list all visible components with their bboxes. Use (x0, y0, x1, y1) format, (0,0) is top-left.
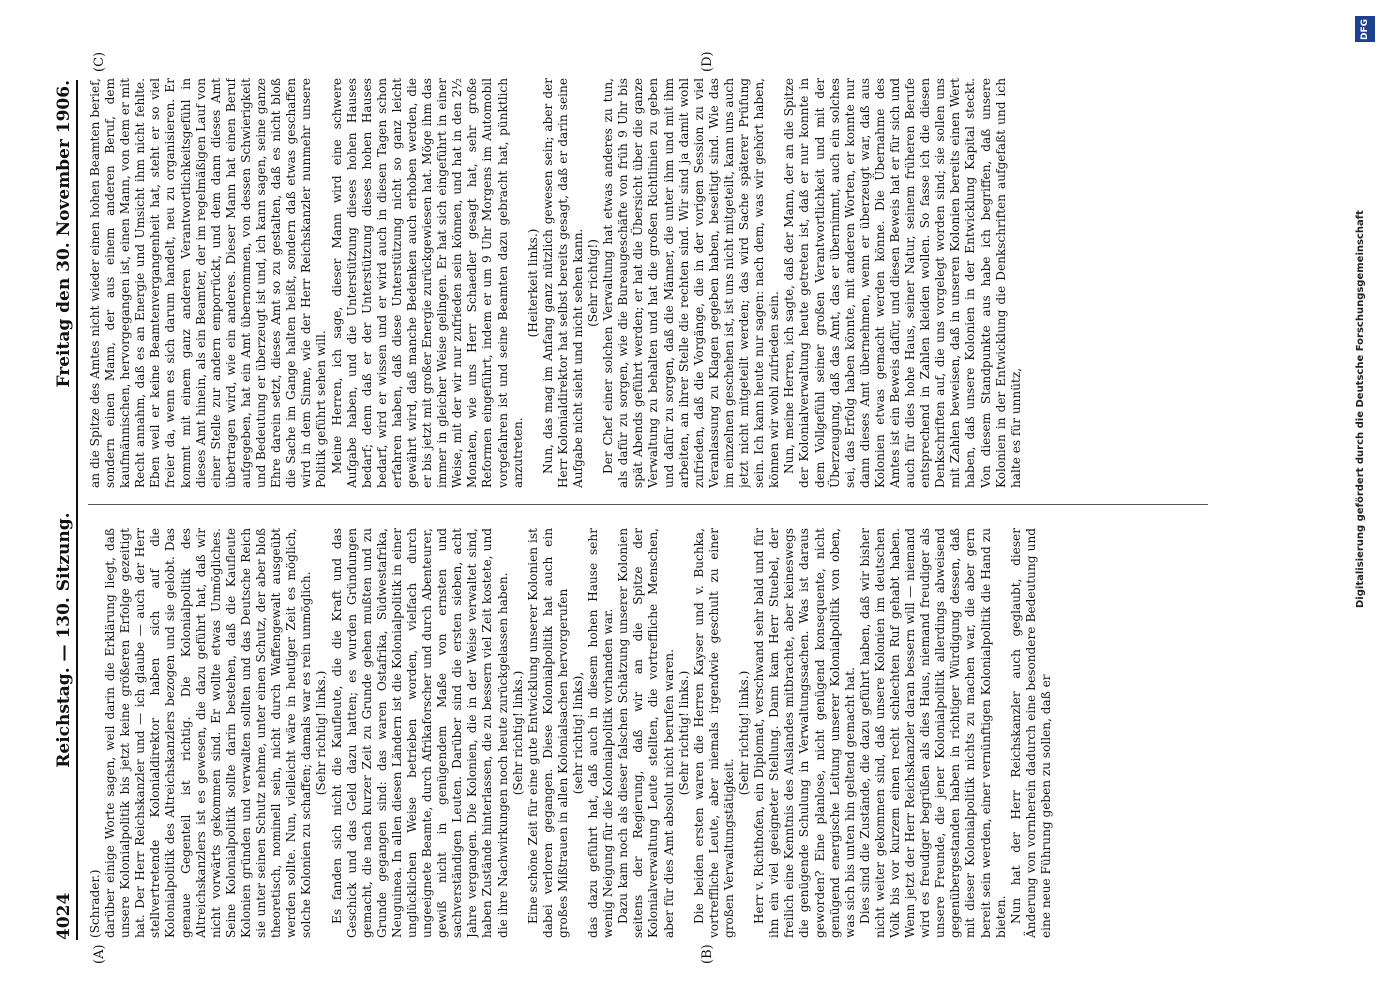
interjection: (Sehr richtig! links.) (676, 670, 691, 796)
paragraph: Meine Herren, ich sage, dieser Mann wird eine schwere Aufgabe haben, und die Unterstützung dieses hohen Hauses bedarf; denn daß er der Unterstützung dieses hohen Hauses bedarf, wird er wissen und er wird auch in diesen Tagen schon erfahren haben, daß diese Unterstützung nicht so ganz leicht gewährt wird, daß manche Bedenken auch erhoben werden, die er bis jetzt mit großer Energie zurückgewiesen hat. Möge ihm das immer in gleicher Weise gelingen. Er hat sich eingeführt in einer Weise, mit der wir nur zufrieden sein können, und hat in den 2½ Monaten, wie uns Herr Schaedler gesagt hat, sehr große Reformen eingeführt, indem er um 9 Uhr Morgens im Automobil vorgefahren ist und seine Beamten dazu gebracht hat, pünktlich anzutreten. (329, 78, 525, 488)
column-divider (88, 504, 1208, 505)
margin-marker-b: (B) (700, 944, 715, 964)
paragraph: (Schrader.) (88, 869, 102, 938)
paragraph: Eine schöne Zeit für eine gute Entwicklung unserer Kolonien ist dabei verloren gegangen. Diese Kolonialpolitik hat auch ein großes Mißtrauen in allen Kolonialsachen hervorgerufen (525, 528, 570, 938)
margin-marker-a: (A) (92, 944, 107, 964)
paragraph: an die Spitze des Amtes nicht wieder einen hohen Beamten berief, sondern einen Mann, der aus einem anderen Beruf, dem kaufmännischen, hervorgegangen ist, einen Mann, von dem er mit Recht annahm, daß es an Energie und Umsicht ihm nicht fehlte. Eben weil er keine Beamtenvergangenheit hat, steht er so viel freier da, wenn es sich darum handelt, neu zu organisieren. Er kommt mit einem ganz anderen Verantwortlichkeitsgefühl in dieses Amt hinein, als ein Beamter, der im regelmäßigen Lauf von einer Stelle zur andern emporrückt, und dem dann dieses Amt übertragen wird, wie ein anderes. Dieser Mann hat einen Beruf aufgegeben, hat ein Amt übernommen, von dessen Schwierigkeit und Bedeutung er überzeugt ist und, ich kann sagen, seine ganze Ehre darein setzt, dieses Amt so zu gestalten, daß es nicht bloß die Sache im Gange halten heißt, sondern daß etwas geschaffen wird in dem Sinne, wie der Herr Reichskanzler nunmehr unsere Politik geführt sehen will. (88, 78, 329, 488)
paragraph: Nun, das mag im Anfang ganz nützlich gewesen sein; aber der Herr Kolonialdirektor hat selbst bereits gesagt, daß er darin seine Aufgabe nicht sieht und nicht sehen kann. (540, 78, 585, 488)
dfg-logo: DFG (1355, 16, 1375, 42)
session-title: Reichstag. — 130. Sitzung. (54, 512, 74, 768)
paragraph: Dies sind die Zustände, die dazu geführt haben, daß wir bisher nicht weiter gekommen sind, daß unsere Kolonien im deutschen Volk bis vor kurzem einen recht schlechten Ruf gehabt haben. Wenn jetzt der Herr Reichskanzler daran bessern will — niemand wird es freudiger begrüßen als dies Haus, niemand freudiger als unsere Freunde, die jener Kolonialpolitik allerdings abweisend gegenübergestanden haben in richtiger Würdigung dessen, daß mit dieser Kolonialpolitik nichts zu machen war, die aber gern bereit sein werden, einer vernünftigen Kolonialpolitik die Hand zu bieten. (857, 528, 1008, 938)
margin-marker-d: (D) (700, 51, 715, 72)
digitization-note: Digitalisierung gefördert durch die Deutsche Forschungsgemeinschaft (1355, 210, 1366, 608)
paragraph: darüber einige Worte sagen, weil darin die Erklärung liegt, daß unsere Kolonialpolitik bis jetzt keine größeren Erfolge gezeitigt hat. Der Herr Reichskanzler und — ich glaube — auch der Herr stellvertretende Kolonialdirektor haben sich auf die Kolonialpolitik des Altreichskanzlers bezogen und sie gelobt. Das genaue Gegenteil ist richtig. Die Kolonialpolitik des Altreichskanzlers ist es gewesen, die dazu geführt hat, daß wir nicht vorwärts gekommen sind. Er wollte etwas Unmögliches. Seine Kolonialpolitik sollte darin bestehen, daß die Kaufleute Kolonien gründen und verwalten sollten und das Deutsche Reich sie unter seinen Schutz nehme, unter einen Schutz, der aber bloß theoretisch, nominell sein, nicht durch Waffengewalt ausgeübt werden sollte. Nun, vielleicht wäre in heutiger Zeit es möglich, solche Kolonien zu schaffen; damals war es rein unmöglich. (103, 528, 314, 938)
right-text-column (88, 78, 1024, 488)
paragraph: Es fanden sich nicht die Kaufleute, die die Kraft und das Geschick und das Geld dazu hatten; es wurden Gründungen gemacht, die nach kurzer Zeit zu Grunde gehen mußten und zu Grunde gegangen sind: das waren Ostafrika, Südwestafrika, Neuguinea. In allen diesen Ländern ist die Kolonialpolitik in einer unglücklichen Weise betrieben worden, vielfach durch ungeeignete Beamte, durch Afrikaforscher und durch Abenteurer, gewiß nicht in genügendem Maße von ernsten und sachverständigen Leuten. Darüber sind die ersten sieben, acht Jahre vergangen. Die Kolonien, die in der Weise verwaltet sind, haben Zustände hinterlassen, die zu bessern viel Zeit kostete, und die ihre Nachwirkungen noch heute zurückgelassen haben. (329, 528, 510, 938)
paragraph: Nun hat der Herr Reichskanzler auch geglaubt, dieser Änderung von vornherein dadurch eine besondere Bedeutung und eine neue Führung geben zu sollen, daß er (1008, 528, 1053, 938)
interjection: (Sehr richtig! links.) (314, 670, 329, 796)
interjection: (Sehr richtig! links.) (737, 670, 752, 796)
page-header (46, 80, 74, 940)
interjection: (Sehr richtig! links.) (510, 670, 525, 796)
paragraph: Die beiden ersten waren die Herren Kayser und v. Buchka, vortreffliche Leute, aber niemals irgendwie geschult zu einer großen Verwaltungstätigkeit. (691, 528, 736, 938)
header-rule (76, 80, 78, 940)
page-number: 4024 (54, 892, 74, 940)
paragraph: das dazu geführt hat, daß auch in diesem hohen Hause sehr wenig Neigung für die Kolonialpolitik vorhanden war. (586, 528, 616, 938)
paragraph: Der Chef einer solchen Verwaltung hat etwas anderes zu tun, als dafür zu sorgen, wie die Bureaugeschäfte von früh 9 Uhr bis spät Abends geführt werden; er hat die Übersicht über die ganze Verwaltung zu behalten und hat die großen Richtlinien zu geben und dafür zu sorgen, daß die Männer, die unter ihm und mit ihm arbeiten, an ihrer Stelle die rechten sind. Wir sind ja damit wohl zufrieden, daß die Vorgänge, die in der vorigen Session zu viel Veranlassung zu Klagen gegeben haben, beseitigt sind. Wie das im einzelnen geschehen ist, ist uns nicht mitgeteilt, kann uns auch jetzt nicht mitgeteilt werden; das wird Sache späterer Prüfung sein. Ich kann heute nur sagen: nach dem, was wir gehört haben, können wir wohl zufrieden sein. (601, 78, 782, 488)
session-date: Freitag den 30. November 1906. (54, 80, 74, 388)
digitization-sidebar (1349, 8, 1381, 992)
margin-marker-c: (C) (92, 51, 107, 72)
interjection: (sehr richtig! links), (571, 671, 585, 795)
left-text-column (88, 528, 1054, 938)
paragraph: Nun, meine Herren, ich sagte, daß der Mann, der an die Spitze der Kolonialverwaltung heute getreten ist, daß er nur konnte in dem Vollgefühl seiner großen Verantwortlichkeit und mit der Überzeugung, daß das Amt, das er übernimmt, auch ein solches sei, das Erfolg haben könnte, mit anderen Worten, er konnte nur dann dieses Amt übernehmen, wenn er überzeugt war, daß aus Kolonien etwas gemacht werden könne. Die Übernahme des Amtes ist ein Beweis dafür, und diesen Beweis hat er für sich und auch für dies hohe Haus, seiner Natur, seinem früheren Berufe entsprechend in Zahlen kleiden wollen. So fasse ich die diesen Denkschriften auf, die uns vorgelegt worden sind; sie sollen uns mit Zahlen beweisen, daß in unseren Kolonien bereits einen Wert haben, daß unsere Kolonien in der Entwicklung Kapital steckt. Von diesem Standpunkte aus habe ich begriffen, daß unsere Kolonien in der Entwicklung die Denkschriften aufgefaßt und ich halte es für unnütz, (782, 78, 1023, 488)
paragraph: Herr v. Richthofen, ein Diplomat, verschwand sehr bald und für ihn ein viel geeigneter Stellung. Dann kam Herr Stuebel, der freilich eine Kenntnis des Auslandes mitbrachte, aber keineswegs die genügende Schulung in Verwaltungssachen. Was ist daraus geworden? Eine planlose, nicht genügend konsequente, nicht genügend energische Leitung unserer Kolonialpolitik von oben, was sich bis unten hin geltend gemacht hat. (752, 528, 857, 938)
interjection: (Sehr richtig!) (586, 239, 601, 327)
interjection: (Heiterkeit links.) (525, 228, 540, 338)
paragraph: Dazu kam noch als dieser falschen Schätzung unserer Kolonien seitens der Regierung, daß wir an die Spitze der Kolonialverwaltung Leute stellten, die vortreffliche Menschen, aber für dies Amt absolut nicht berufen waren. (616, 528, 676, 938)
